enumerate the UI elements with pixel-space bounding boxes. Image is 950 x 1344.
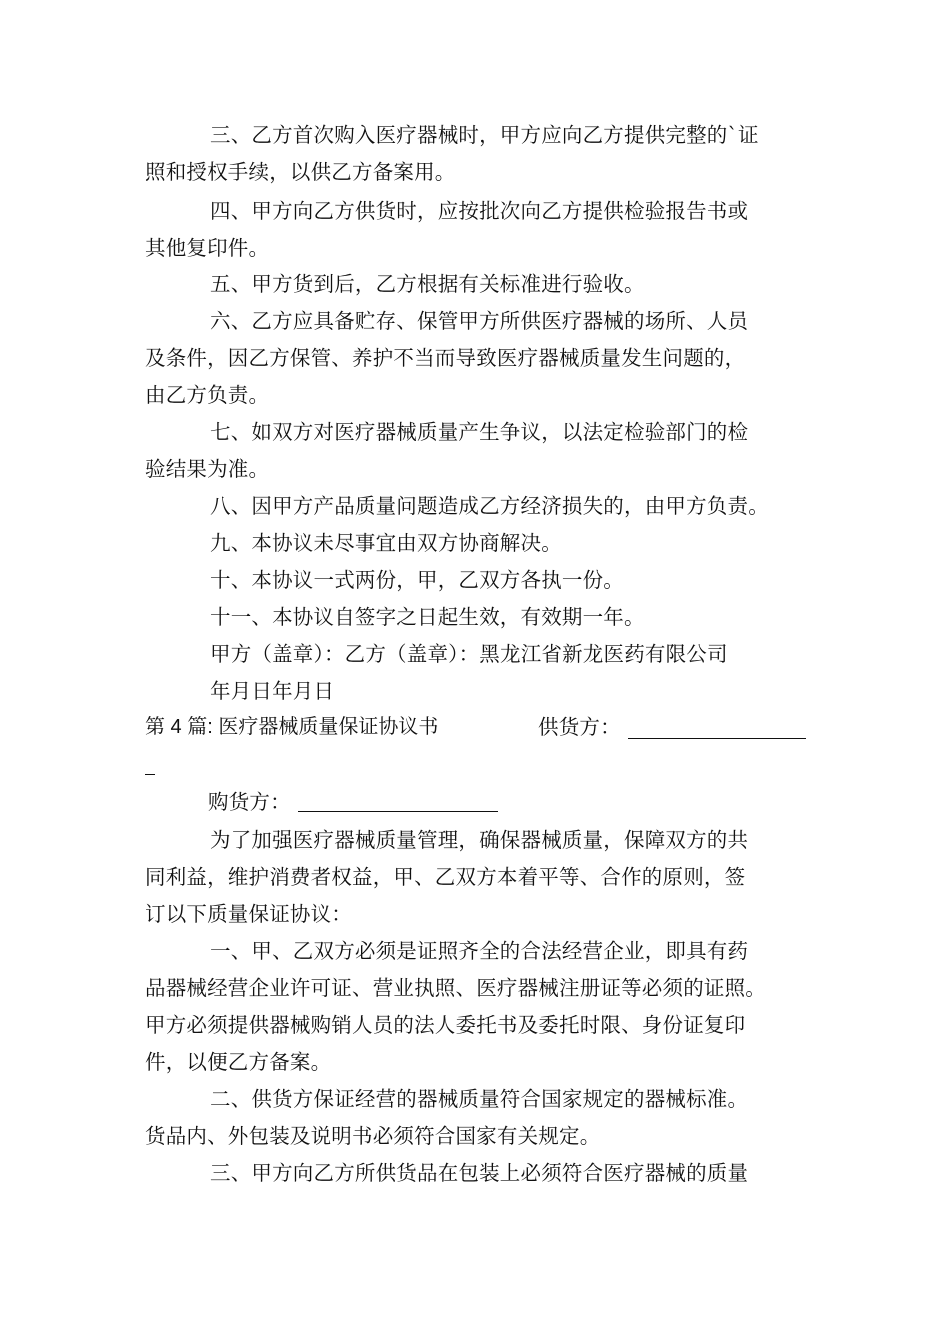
para-4-line-2: 其他复印件。 — [145, 236, 270, 260]
para-10: 十、本协议一式两份，甲，乙双方各执一份。 — [210, 568, 624, 592]
supplier-label: 供货方： — [538, 715, 621, 739]
clause-3-line-1: 三、甲方向乙方所供货品在包装上必须符合医疗器械的质量 — [210, 1161, 749, 1185]
clause-1-line-3: 甲方必须提供器械购销人员的法人委托书及委托时限、身份证复印 — [145, 1013, 746, 1037]
para-6-line-3: 由乙方负责。 — [145, 383, 270, 407]
para-7-line-1: 七、如双方对医疗器械质量产生争议，以法定检验部门的检 — [210, 420, 749, 444]
para-6-line-1: 六、乙方应具备贮存、保管甲方所供医疗器械的场所、人员 — [210, 309, 749, 333]
para-3-line-2: 照和授权手续，以供乙方备案用。 — [145, 160, 456, 184]
para-9: 九、本协议未尽事宜由双方协商解决。 — [210, 531, 562, 555]
intro-line-1: 为了加强医疗器械质量管理，确保器械质量，保障双方的共 — [210, 828, 749, 852]
clause-2-line-1: 二、供货方保证经营的器械质量符合国家规定的器械标准。 — [210, 1087, 749, 1111]
signature-line: 甲方（盖章）：乙方（盖章）：黑龙江省新龙医药有限公司 — [210, 642, 728, 666]
clause-1-line-2: 品器械经营企业许可证、营业执照、医疗器械注册证等必须的证照。 — [145, 976, 766, 1000]
clause-1-line-4: 件，以便乙方备案。 — [145, 1050, 332, 1074]
buyer-blank — [298, 791, 498, 812]
article-4-title: 第 4 篇: 医疗器械质量保证协议书 — [145, 716, 439, 738]
intro-line-3: 订以下质量保证协议： — [145, 902, 352, 926]
para-5: 五、甲方货到后，乙方根据有关标准进行验收。 — [210, 272, 645, 296]
para-8: 八、因甲方产品质量问题造成乙方经济损失的，由甲方负责。 — [210, 494, 769, 518]
para-4-line-1: 四、甲方向乙方供货时，应按批次向乙方提供检验报告书或 — [210, 199, 749, 223]
clause-2-line-2: 货品内、外包装及说明书必须符合国家有关规定。 — [145, 1124, 601, 1148]
buyer-label: 购货方： — [208, 790, 291, 814]
para-7-line-2: 验结果为准。 — [145, 457, 270, 481]
clause-1-line-1: 一、甲、乙双方必须是证照齐全的合法经营企业，即具有药 — [210, 939, 749, 963]
para-3-line-1: 三、乙方首次购入医疗器械时，甲方应向乙方提供完整的`证 — [210, 123, 759, 147]
intro-line-2: 同利益，维护消费者权益，甲、乙双方本着平等、合作的原则，签 — [145, 865, 746, 889]
para-11: 十一、本协议自签字之日起生效，有效期一年。 — [210, 605, 645, 629]
supplier-blank-continued — [145, 754, 155, 775]
supplier-blank — [628, 718, 806, 739]
date-line: 年月日年月日 — [210, 679, 335, 703]
para-6-line-2: 及条件，因乙方保管、养护不当而导致医疗器械质量发生问题的， — [145, 346, 746, 370]
